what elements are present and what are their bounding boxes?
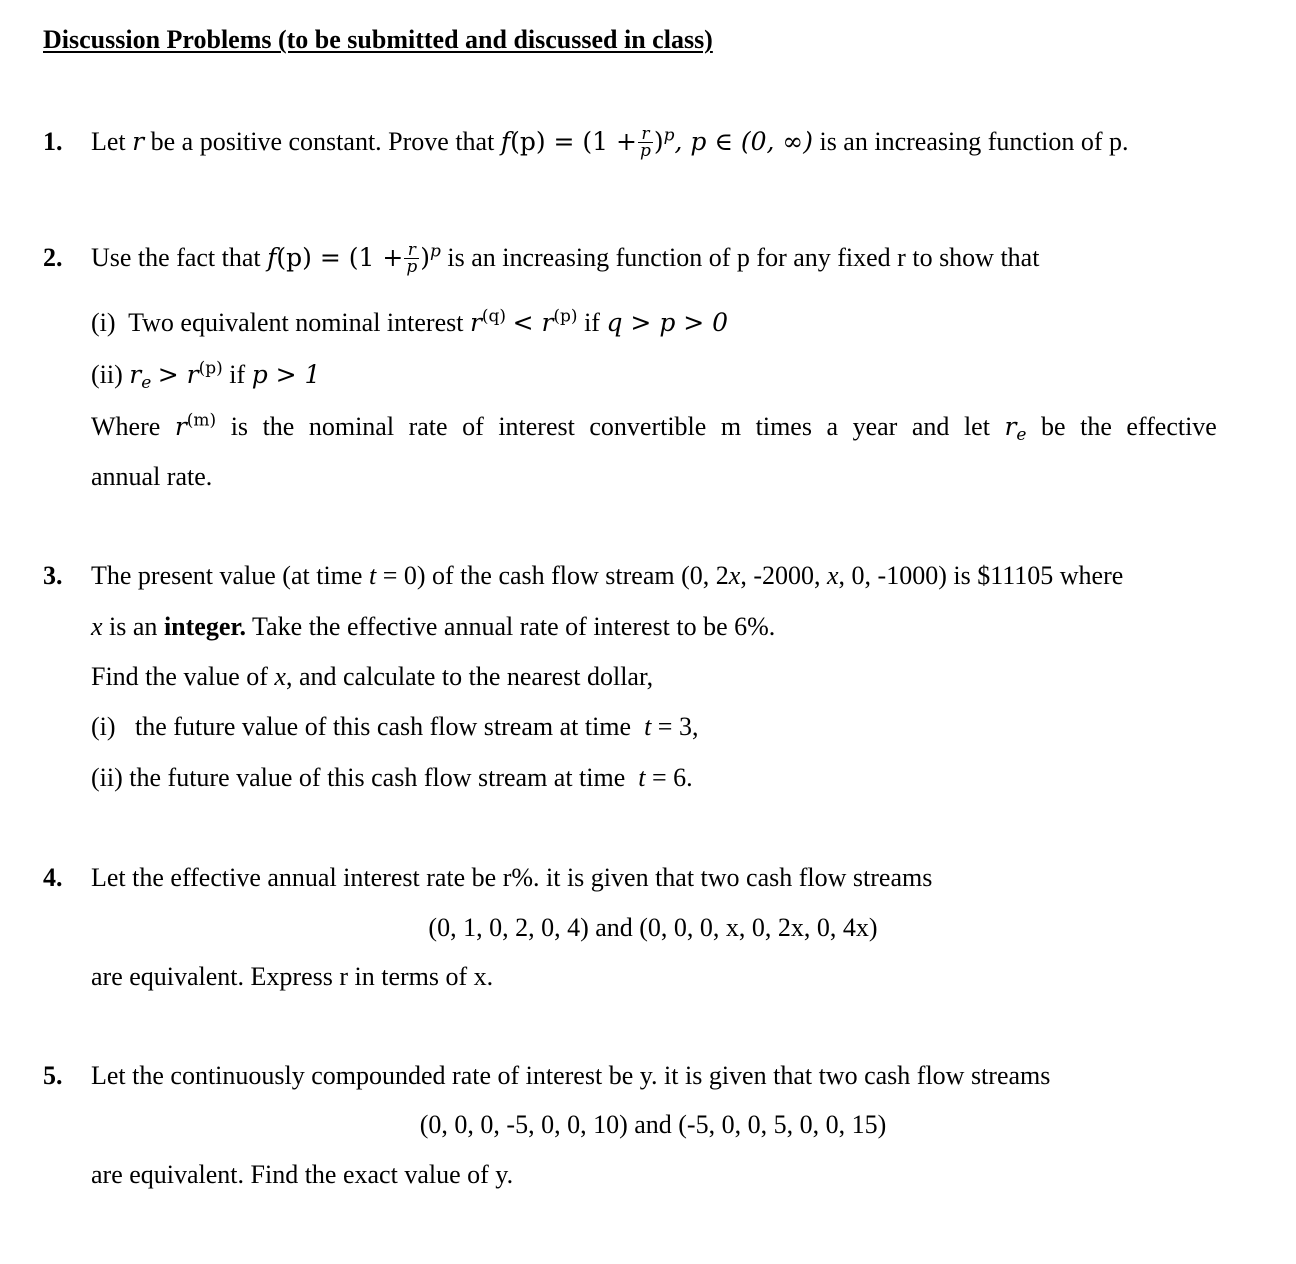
text: Let xyxy=(91,127,126,156)
math-var: t xyxy=(638,763,646,792)
sub-label: (ii) xyxy=(91,763,123,792)
word: let xyxy=(963,412,990,441)
math-r-e xyxy=(1004,411,1027,446)
text: Two equivalent nominal interest xyxy=(128,308,464,337)
fraction-numerator: r xyxy=(404,242,419,259)
math-var: r xyxy=(129,360,142,389)
math-expr: , p ∈ (0, ∞) xyxy=(674,127,813,156)
math-expr: q > p > 0 xyxy=(606,308,729,337)
word: the xyxy=(262,412,295,441)
math-r-m xyxy=(175,411,216,443)
bold-text: integer. xyxy=(163,612,247,641)
math-var: r xyxy=(132,127,145,156)
fraction-denominator: p xyxy=(639,140,651,161)
math-expr: (p) = (1 + xyxy=(510,127,637,156)
word: convertible xyxy=(589,412,707,441)
problem-2-where-line xyxy=(91,410,1217,446)
word: year xyxy=(852,412,898,441)
fraction-denominator: p xyxy=(406,256,418,277)
word: a xyxy=(826,412,839,441)
superscript: (m) xyxy=(186,410,217,431)
text: Use the fact that xyxy=(91,243,261,272)
problem-4-number: 4. xyxy=(43,863,63,892)
fraction-numerator: r xyxy=(638,126,653,143)
word: the xyxy=(1080,412,1112,441)
math-expr: > r xyxy=(157,360,199,389)
text-segment xyxy=(91,560,1123,592)
word: Where xyxy=(91,412,161,441)
math-expr: (p) = (1 + xyxy=(276,243,404,272)
sub-label: (i) xyxy=(91,712,116,741)
fraction-r-over-p xyxy=(638,123,653,161)
math-var: t xyxy=(368,561,377,590)
math-var: f xyxy=(267,243,277,272)
sub-label: (i) xyxy=(91,308,116,337)
problem-3-number: 3. xyxy=(43,561,63,590)
word: and xyxy=(911,412,950,441)
math-expr: < r xyxy=(512,308,554,337)
math-var: f xyxy=(500,127,511,156)
word: effective xyxy=(1126,412,1217,441)
word: times xyxy=(755,412,812,441)
exponent: p xyxy=(429,241,441,262)
exponent: p xyxy=(663,125,675,146)
text: Find the value of xyxy=(91,662,268,691)
superscript: (p) xyxy=(198,358,223,379)
math-expr: p > 1 xyxy=(251,360,321,389)
math-var: t xyxy=(644,712,652,741)
text: , 0, -1000) is $11105 where xyxy=(838,561,1124,590)
math-var: r xyxy=(469,308,482,337)
problem-4-line-1: Let the effective annual interest rate be r%. it is given that two cash flow streams xyxy=(91,863,933,892)
problem-2-sub-i xyxy=(91,307,728,339)
problem-3-line-1 xyxy=(91,560,1217,592)
problem-3-line-2 xyxy=(91,611,775,643)
problem-5-line-1: Let the continuously compounded rate of interest be y. it is given that two cash flow streams xyxy=(91,1061,1051,1090)
problem-3-sub-ii xyxy=(91,762,693,794)
math-expr: ) xyxy=(653,127,664,156)
word: is xyxy=(230,412,249,441)
text: = 0 xyxy=(382,561,417,590)
text: Take the effective annual rate of interest to be 6%. xyxy=(252,612,776,641)
problem-5-cash-flows: (0, 0, 0, -5, 0, 0, 10) and (-5, 0, 0, 5, 0, 0, 15) xyxy=(419,1110,887,1139)
text: = 6. xyxy=(652,763,693,792)
page-title: Discussion Problems (to be submitted and discussed in class) xyxy=(43,25,713,54)
text: be a positive constant. Prove that xyxy=(150,127,495,156)
text: if xyxy=(584,308,600,337)
text: The present value (at time xyxy=(91,561,363,590)
text: the future value of this cash flow stream at time xyxy=(129,763,626,792)
word: be xyxy=(1041,412,1066,441)
problem-2-sub-ii xyxy=(91,358,321,394)
problem-2-intro xyxy=(91,239,1040,277)
word: m xyxy=(720,412,742,441)
math-var: x xyxy=(274,662,286,691)
problem-1-number: 1. xyxy=(43,127,63,156)
math-var: x xyxy=(728,561,741,590)
text: the future value of this cash flow stream at time xyxy=(135,712,632,741)
math-var: r xyxy=(174,412,187,441)
problem-2-where-line-2: annual rate. xyxy=(91,462,213,491)
math-var: r xyxy=(1004,412,1017,441)
text: = 3, xyxy=(657,712,699,741)
subscript: e xyxy=(1016,425,1027,446)
word: rate xyxy=(408,412,448,441)
problem-4-line-3: are equivalent. Express r in terms of x. xyxy=(91,962,494,991)
math-expr: ) xyxy=(420,243,430,272)
text: is an increasing function of p for any fixed r to show that xyxy=(447,243,1040,272)
superscript: (p) xyxy=(553,306,578,327)
word: interest xyxy=(498,412,575,441)
text: is an xyxy=(109,612,158,641)
math-var: x xyxy=(91,612,103,641)
text: , -2000, xyxy=(740,561,821,590)
problem-4-cash-flows: (0, 1, 0, 2, 0, 4) and (0, 0, 0, x, 0, 2x, 0, 4x) xyxy=(428,913,878,942)
fraction-r-over-p xyxy=(404,239,419,277)
sub-label: (ii) xyxy=(91,360,123,389)
problem-1-text xyxy=(91,123,1129,161)
text: ) of the cash flow stream (0, 2 xyxy=(416,561,729,590)
word: nominal xyxy=(308,412,395,441)
text: is an increasing function of p. xyxy=(819,127,1129,156)
text: , and calculate to the nearest dollar, xyxy=(285,662,654,691)
superscript: (q) xyxy=(481,306,507,327)
problem-3-line-3 xyxy=(91,661,653,693)
math-var: x xyxy=(826,561,839,590)
word: of xyxy=(462,412,484,441)
problem-2-number: 2. xyxy=(43,243,63,272)
problem-5-line-3: are equivalent. Find the exact value of y. xyxy=(91,1160,514,1189)
problem-5-number: 5. xyxy=(43,1061,63,1090)
subscript: e xyxy=(141,373,152,394)
problem-3-sub-i xyxy=(91,711,698,743)
text: if xyxy=(229,360,246,389)
